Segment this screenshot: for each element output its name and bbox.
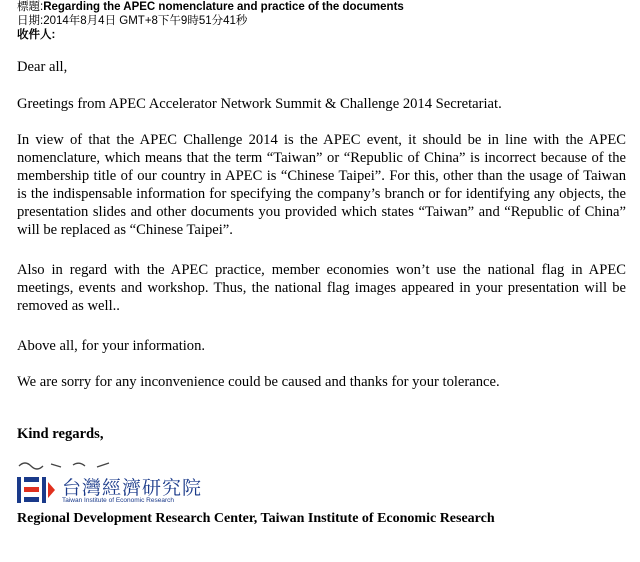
- nomenclature-paragraph: In view of that the APEC Challenge 2014 is the APEC event, it should be in line with the APEC nomenclature, which means that the term “Taiwan” or “Republic of China” is incorrect because of the membership title of our country in APEC is “Chinese Taipei”. For this, other than the usage of Taiwan is the indispensable information for specifying the company’s branch or for identifying any objects, the presentation slides and other documents you provided which states “Taiwan” and “Republic of China” will be replaced as “Chinese Taipei”.: [17, 132, 626, 238]
- subject-line: [17, 1, 404, 14]
- salutation: Dear all,: [17, 59, 68, 75]
- subject-label: 標題:: [17, 1, 44, 13]
- apology-paragraph: We are sorry for any inconvenience could be caused and thanks for your tolerance.: [17, 374, 500, 390]
- flag-paragraph: Also in regard with the APEC practice, member economies won’t use the national flag in APEC meetings, events and workshop. Thus, the national flag images appeared in your presentation will be removed as well..: [17, 262, 626, 314]
- logo-chinese-name: 台灣經濟研究院: [62, 477, 203, 499]
- greeting-paragraph: Greetings from APEC Accelerator Network Summit & Challenge 2014 Secretariat.: [17, 96, 502, 112]
- date-text: 2014年8月4日 GMT+8下午9時51分41秒: [43, 15, 248, 27]
- signature-scrawl: [17, 458, 117, 470]
- subject-text: Regarding the APEC nomenclature and practice of the documents: [43, 1, 404, 13]
- organization-signature: Regional Development Research Center, Taiwan Institute of Economic Research: [17, 511, 495, 526]
- date-label: 日期:: [17, 15, 44, 27]
- recipient-line: [17, 29, 55, 42]
- logo-english-name: Taiwan Institute of Economic Research: [62, 497, 174, 504]
- institute-logo: [17, 472, 217, 508]
- information-paragraph: Above all, for your information.: [17, 338, 206, 354]
- date-line: [17, 15, 247, 28]
- tier-emblem-icon: [17, 475, 57, 505]
- closing: Kind regards,: [17, 426, 104, 442]
- recipient-label: 收件人:: [17, 29, 56, 41]
